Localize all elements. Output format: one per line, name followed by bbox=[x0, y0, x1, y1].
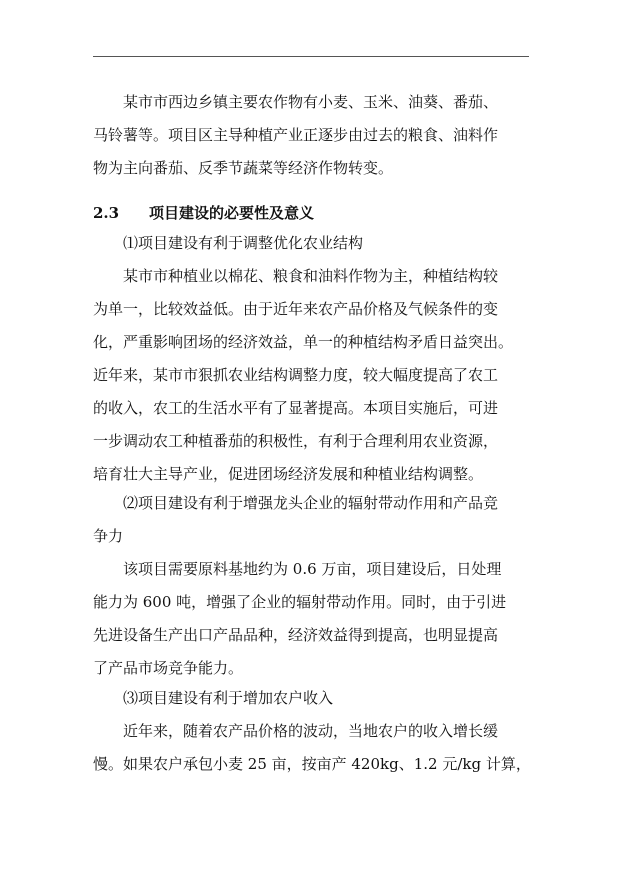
section-heading bbox=[93, 199, 529, 227]
item-heading-1 bbox=[93, 227, 529, 260]
section-number: 2.3 bbox=[93, 204, 120, 222]
paragraph-structure bbox=[93, 260, 529, 491]
item-heading-2 bbox=[93, 487, 529, 553]
text-line: 马铃薯等。项目区主导种植产业正逐步由过去的粮食、油料作 bbox=[93, 126, 499, 144]
text-line: 近年来，随着农产品价格的波动，当地农户的收入增长缓 bbox=[123, 722, 499, 740]
text-line: 为单一，比较效益低。由于近年来农产品价格及气候条件的变 bbox=[93, 300, 499, 318]
text-line: 近年来，某市市狠抓农业结构调整力度，较大幅度提高了农工 bbox=[93, 366, 499, 384]
text-line: 的收入，农工的生活水平有了显著提高。本项目实施后，可进 bbox=[93, 399, 499, 417]
paragraph-crops bbox=[93, 86, 529, 185]
text-line: ⑴项目建设有利于调整优化农业结构 bbox=[123, 234, 364, 252]
text-line: 培育壮大主导产业，促进团场经济发展和种植业结构调整。 bbox=[93, 465, 484, 483]
text-line: 该项目需要原料基地约为 0.6 万亩，项目建设后，日处理 bbox=[123, 560, 502, 578]
item-heading-3 bbox=[93, 682, 529, 715]
paragraph-enterprise bbox=[93, 553, 529, 685]
paragraph-income bbox=[93, 715, 529, 781]
text-line: 一步调动农工种植番茄的积极性，有利于合理利用农业资源， bbox=[93, 432, 499, 450]
text-line: 某市市种植业以棉花、粮食和油料作物为主，种植结构较 bbox=[123, 267, 499, 285]
text-line: 某市市西边乡镇主要农作物有小麦、玉米、油葵、番茄、 bbox=[123, 93, 499, 111]
text-line: 能力为 600 吨，增强了企业的辐射带动作用。同时，由于引进 bbox=[93, 593, 507, 611]
text-line: 物为主向番茄、反季节蔬菜等经济作物转变。 bbox=[93, 159, 394, 177]
text-line: 了产品市场竞争能力。 bbox=[93, 659, 244, 677]
text-line: ⑶项目建设有利于增加农户收入 bbox=[123, 689, 334, 707]
text-line: ⑵项目建设有利于增强龙头企业的辐射带动作用和产品竞 bbox=[123, 494, 499, 512]
text-line: 慢。如果农户承包小麦 25 亩，按亩产 420kg、1.2 元/kg 计算， bbox=[93, 755, 531, 773]
text-line: 争力 bbox=[93, 527, 124, 545]
text-line: 先进设备生产出口产品品种，经济效益得到提高，也明显提高 bbox=[93, 626, 499, 644]
section-title: 项目建设的必要性及意义 bbox=[149, 204, 315, 222]
header-rule bbox=[93, 56, 529, 57]
text-line: 化，严重影响团场的经济效益，单一的种植结构矛盾日益突出。 bbox=[93, 333, 514, 351]
